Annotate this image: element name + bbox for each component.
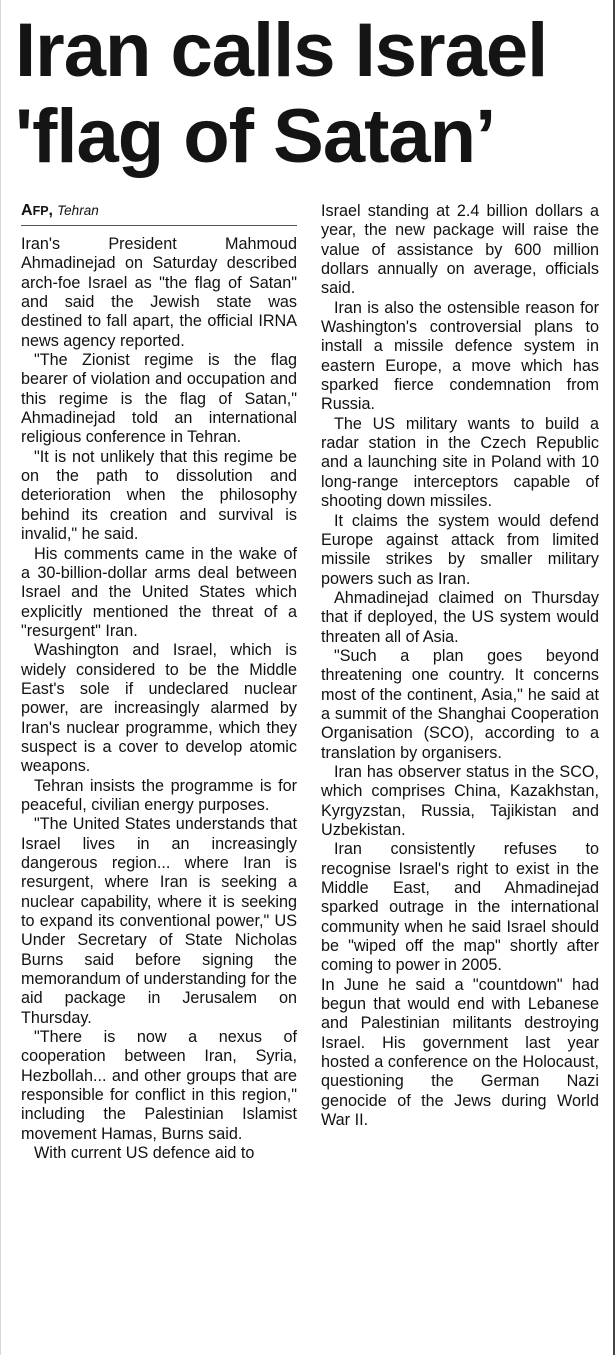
byline-agency xyxy=(21,202,53,219)
byline-agency-initial: A xyxy=(21,202,33,219)
byline-agency-rest: FP xyxy=(32,204,49,218)
paragraph: With current US defence aid to xyxy=(34,1144,255,1163)
paragraph: The US military wants to build a radar station in the Czech Republic and a launching site in Poland with 10 long-range interceptors capable of shooting down missiles. xyxy=(321,414,599,511)
byline xyxy=(21,200,297,226)
byline-location: Tehran xyxy=(57,203,99,218)
paragraph: In June he said a "countdown" had begun that would end with Lebanese and Palestinian militants destroying Israel. His government last year hosted a conference on the Holocaust, questioning the German Nazi genocide of the Jews during World War II. xyxy=(321,975,599,1130)
paragraph: "Such a plan goes beyond threatening one country. It concerns most of the continent, Asia," he said at a summit of the Shanghai Cooperation Organisation (SCO), according to a translation by organisers. xyxy=(321,646,599,762)
paragraph: Iran consistently refuses to recognise Israel's right to exist in the Middle East, and Ahmadinejad sparked outrage in the international community when he said Israel should be "wiped off the map" shortly after coming to power in 2005. xyxy=(321,840,599,975)
paragraph: His comments came in the wake of a 30-billion-dollar arms deal between Israel and the United States which explicitly mentioned the threat of a "resurgent" Iran. xyxy=(21,544,297,640)
byline-separator: , xyxy=(48,202,53,219)
paragraph: Iran has observer status in the SCO, which comprises China, Kazakhstan, Kyrgyzstan, Russia, Tajikistan and Uzbekistan. xyxy=(321,762,599,839)
headline-line-2: 'flag of Satan’ xyxy=(15,94,496,179)
headline xyxy=(15,8,611,180)
paragraph: Israel standing at 2.4 billion dollars a year, the new package will raise the value of assistance by 600 million dollars annually on average, officials said. xyxy=(321,202,599,298)
paragraph: Washington and Israel, which is widely considered to be the Middle East's sole if undeclared nuclear power, are increasingly alarmed by Iran's nuclear programme, which they suspect is a cover to develop atomic weapons. xyxy=(21,641,297,776)
paragraph: It claims the system would defend Europe against attack from limited missile strikes by smaller military powers such as Iran. xyxy=(321,511,599,588)
left-column xyxy=(21,200,297,1164)
paragraph: Ahmadinejad claimed on Thursday that if deployed, the US system would threaten all of Asia. xyxy=(321,588,599,646)
paragraph: "The Zionist regime is the flag bearer of violation and occupation and this regime is the flag of Satan," Ahmadinejad told an international religious conference in Tehran. xyxy=(21,351,297,447)
paragraph: Tehran insists the programme is for peaceful, civilian energy purposes. xyxy=(21,776,297,814)
right-column xyxy=(321,202,599,1131)
paragraph: Iran is also the ostensible reason for Washington's controversial plans to install a missile defence system in eastern Europe, a move which has sparked fierce condemnation from Russia. xyxy=(321,298,599,414)
paragraph: "It is not unlikely that this regime be on the path to dissolution and deterioration when the philosophy behind its creation and survival is invalid," he said. xyxy=(21,447,297,544)
paragraph: "There is now a nexus of cooperation between Iran, Syria, Hezbollah... and other groups that are responsible for conflict in this region," including the Palestinian Islamist movement Hamas, Burns said. xyxy=(21,1028,297,1143)
paragraph: "The United States understands that Israel lives in an increasingly dangerous region... where Iran is resurgent, where Iran is seeking a nuclear capability, where it is seeking to expand its conventional power," US Under Secretary of State Nicholas Burns said before signing the memorandum of understanding for the aid package in Jerusalem on Thursday. xyxy=(21,815,297,1027)
paragraph: Iran's President Mahmoud Ahmadinejad on Saturday described arch-foe Israel as "the flag of Satan" and said the Jewish state was destined to fall apart, the official IRNA news agency reported. xyxy=(21,235,297,350)
headline-line-1: Iran calls Israel xyxy=(15,8,548,93)
